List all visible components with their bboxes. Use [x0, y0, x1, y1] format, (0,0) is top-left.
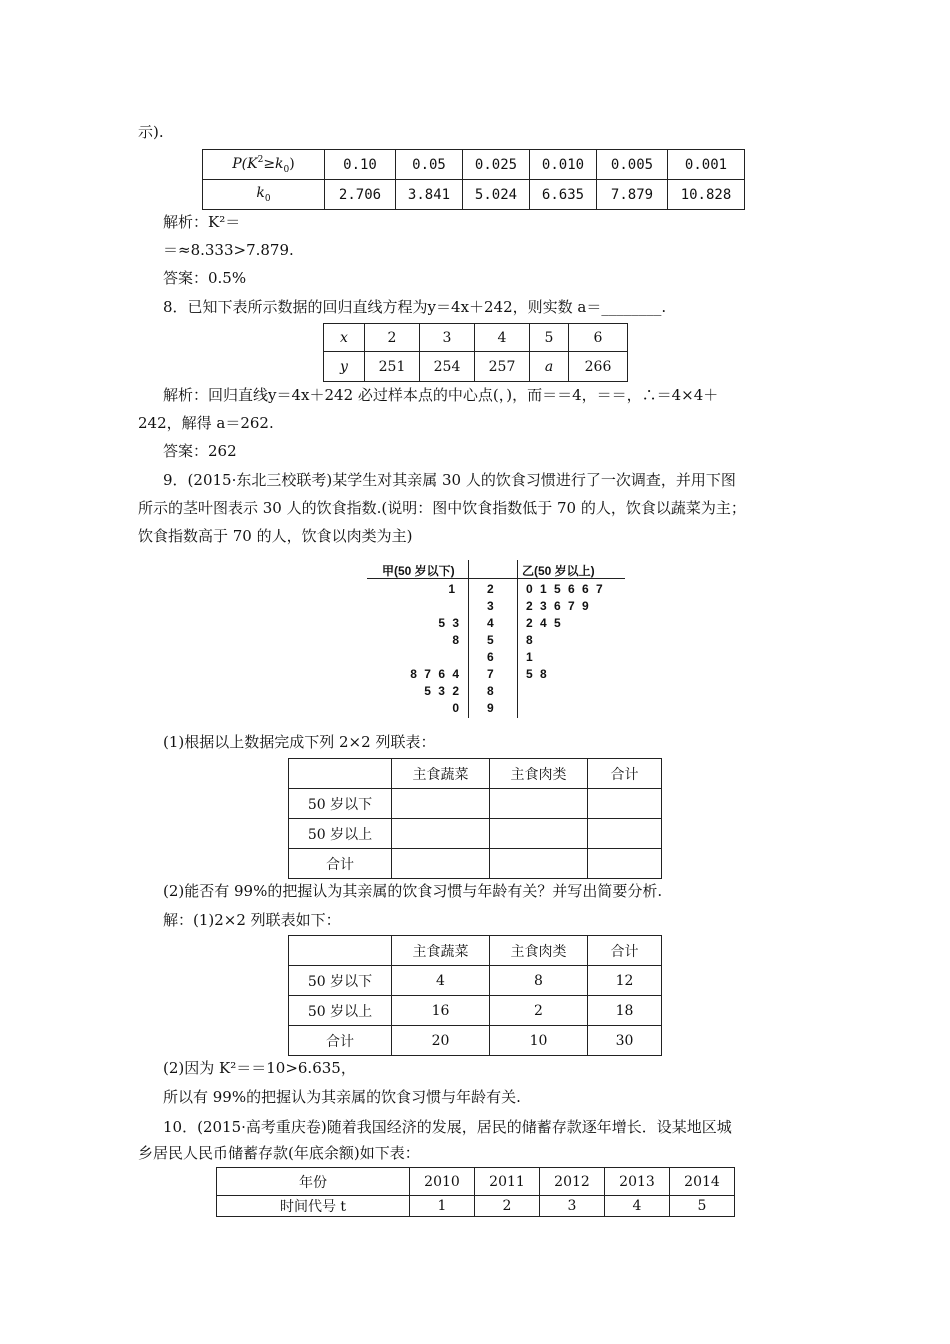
left-leaves: 1: [448, 582, 459, 596]
y-value: 251: [365, 352, 420, 382]
stem: 2: [487, 582, 494, 596]
right-leaves: 2 4 5: [526, 616, 561, 630]
year-value: 2014: [670, 1168, 735, 1196]
x-label: x: [324, 324, 365, 352]
right-leaves: 8: [526, 633, 533, 647]
part-2-prompt: (2)能否有 99%的把握认为其亲属的饮食习惯与年龄有关？并写出简要分析.: [163, 882, 663, 900]
stem: 7: [487, 667, 494, 681]
left-leaves: 5 3 2: [424, 684, 459, 698]
col-header: 合计: [588, 759, 662, 789]
k-label-cell: $k_0$: [203, 180, 325, 210]
contingency-table-filled: [288, 935, 662, 1056]
k-critical-table: [202, 149, 745, 210]
k-value: 6.635: [530, 180, 597, 210]
regression-table: [323, 323, 628, 382]
p-value: 0.10: [325, 150, 396, 180]
row-header: 合计: [289, 849, 392, 879]
question-9-line3: 饮食指数高于 70 的人，饮食以肉类为主): [138, 527, 413, 545]
stem: 9: [487, 701, 494, 715]
continued-text: 示).: [138, 123, 164, 141]
cell: 8: [490, 966, 588, 996]
solution-9-line3: 所以有 99%的把握认为其亲属的饮食习惯与年龄有关.: [163, 1088, 521, 1106]
p-value: 0.025: [463, 150, 530, 180]
left-leaves: 8: [452, 633, 459, 647]
row-header: 50 岁以下: [289, 966, 392, 996]
k-value: 3.841: [396, 180, 463, 210]
x-value: 5: [530, 324, 569, 352]
right-leaves: 0 1 5 6 6 7: [526, 582, 603, 596]
left-leaves: 0: [452, 701, 459, 715]
solution-9-line1: 解：(1)2×2 列联表如下：: [163, 911, 341, 929]
stem: 6: [487, 650, 494, 664]
y-value: a: [530, 352, 569, 382]
year-label: 年份: [217, 1168, 410, 1196]
stem-leaf-left-title: 甲(50 岁以下): [382, 564, 455, 578]
stem: 8: [487, 684, 494, 698]
cell: 2: [490, 996, 588, 1026]
question-9-line1: 9．(2015·东北三校联考)某学生对其亲属 30 人的饮食习惯进行了一次调查，并用下图: [163, 471, 736, 489]
y-value: 257: [475, 352, 530, 382]
t-value: 5: [670, 1196, 735, 1217]
cell: 10: [490, 1026, 588, 1056]
part-1-prompt: (1)根据以上数据完成下列 2×2 列联表：: [163, 733, 436, 751]
solution-9-line2: (2)因为 K²＝＝10>6.635，: [163, 1059, 356, 1077]
solution-7-line2: ＝≈8.333>7.879.: [163, 241, 294, 259]
stem-leaf-divider-right: [517, 560, 518, 718]
row-header: 50 岁以下: [289, 789, 392, 819]
answer-7: 答案：0.5%: [163, 269, 247, 287]
contingency-table-empty: [288, 758, 662, 879]
left-leaves: 5 3: [438, 616, 459, 630]
year-value: 2011: [475, 1168, 540, 1196]
y-label: y: [324, 352, 365, 382]
col-header: 合计: [588, 936, 662, 966]
cell: 12: [588, 966, 662, 996]
stem: 5: [487, 633, 494, 647]
savings-table: [216, 1167, 735, 1217]
p-value: 0.010: [530, 150, 597, 180]
x-value: 4: [475, 324, 530, 352]
cell: 20: [392, 1026, 490, 1056]
p-value: 0.05: [396, 150, 463, 180]
solution-8-line1: 解析：回归直线y＝4x＋242 必过样本点的中心点(，)，而＝＝4，＝＝，∴＝4×4＋: [163, 386, 719, 404]
k-value: 10.828: [668, 180, 745, 210]
stem: 3: [487, 599, 494, 613]
right-leaves: 1: [526, 650, 533, 664]
row-header: 50 岁以上: [289, 996, 392, 1026]
col-header: 主食蔬菜: [392, 936, 490, 966]
solution-7-line1: 解析：K²＝: [163, 213, 241, 231]
question-9-line2: 所示的茎叶图表示 30 人的饮食指数.(说明：图中饮食指数低于 70 的人，饮食以蔬菜为主；: [138, 499, 746, 517]
t-value: 3: [540, 1196, 605, 1217]
year-value: 2010: [410, 1168, 475, 1196]
year-value: 2013: [605, 1168, 670, 1196]
col-header: 主食蔬菜: [392, 759, 490, 789]
question-8: 8．已知下表所示数据的回归直线方程为y＝4x＋242，则实数 a＝________.: [163, 298, 667, 316]
row-header: 50 岁以上: [289, 819, 392, 849]
right-leaves: 2 3 6 7 9: [526, 599, 589, 613]
stem-leaf-right-title: 乙(50 岁以上): [522, 564, 595, 578]
y-value: 254: [420, 352, 475, 382]
cell: 16: [392, 996, 490, 1026]
t-value: 1: [410, 1196, 475, 1217]
stem-leaf-header-rule: [367, 578, 625, 579]
question-10-line1: 10．(2015·高考重庆卷)随着我国经济的发展，居民的储蓄存款逐年增长．设某地区城: [163, 1118, 732, 1136]
stem: 4: [487, 616, 494, 630]
x-value: 2: [365, 324, 420, 352]
answer-8: 答案：262: [163, 442, 237, 460]
t-value: 2: [475, 1196, 540, 1217]
col-header: 主食肉类: [490, 936, 588, 966]
p-value: 0.005: [597, 150, 668, 180]
k-value: 7.879: [597, 180, 668, 210]
p-label-cell: $P(K^2\ge k_0)$: [203, 150, 325, 180]
solution-8-line2: 242，解得 a＝262.: [138, 414, 274, 432]
cell: 18: [588, 996, 662, 1026]
cell: 30: [588, 1026, 662, 1056]
right-leaves: 5 8: [526, 667, 547, 681]
p-value: 0.001: [668, 150, 745, 180]
t-value: 4: [605, 1196, 670, 1217]
k-value: 2.706: [325, 180, 396, 210]
t-label: 时间代号 t: [217, 1196, 410, 1217]
k-value: 5.024: [463, 180, 530, 210]
question-10-line2: 乡居民人民币储蓄存款(年底余额)如下表：: [138, 1144, 420, 1162]
left-leaves: 8 7 6 4: [410, 667, 459, 681]
stem-leaf-divider-left: [468, 560, 469, 718]
x-value: 3: [420, 324, 475, 352]
cell: 4: [392, 966, 490, 996]
y-value: 266: [569, 352, 628, 382]
row-header: 合计: [289, 1026, 392, 1056]
year-value: 2012: [540, 1168, 605, 1196]
col-header: 主食肉类: [490, 759, 588, 789]
x-value: 6: [569, 324, 628, 352]
